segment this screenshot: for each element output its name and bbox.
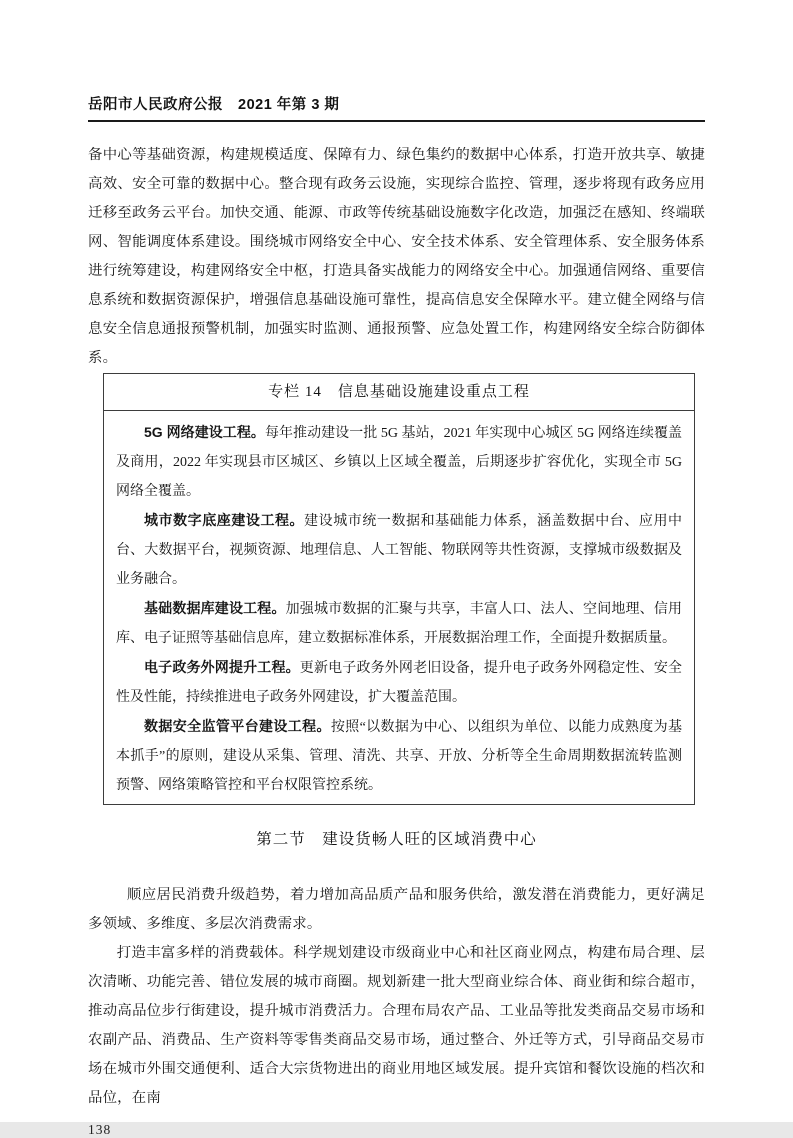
box-item	[116, 594, 682, 653]
feature-box	[103, 373, 695, 805]
box-item-heading: 城市数字底座建设工程。	[144, 512, 305, 528]
box-item	[116, 506, 682, 594]
page-header: 岳阳市人民政府公报 2021 年第 3 期	[88, 97, 340, 113]
intro-paragraph: 备中心等基础资源，构建规模适度、保障有力、绿色集约的数据中心体系，打造开放共享、敏捷高效、安全可靠的数据中心。整合现有政务云设施，实现综合监控、管理，逐步将现有政务应用迁移至政务云平台。加快交通、能源、市政等传统基础设施数字化改造，加强泛在感知、终端联网、智能调度体系建设。围绕城市网络安全中心、安全技术体系、安全管理体系、安全服务体系进行统筹建设，构建网络安全中枢，打造具备实战能力的网络安全中心。加强通信网络、重要信息系统和数据资源保护，增强信息基础设施可靠性，提高信息安全保障水平。建立健全网络与信息安全信息通报预警机制，加强实时监测、通报预警、应急处置工作，构建网络安全综合防御体系。	[88, 147, 705, 366]
feature-box-content	[104, 411, 694, 804]
box-item-heading: 数据安全监管平台建设工程。	[144, 718, 331, 734]
box-item-heading: 电子政务外网提升工程。	[144, 659, 300, 675]
box-item-body: 按照“以数据为中心、以组织为单位、以能力成熟度为基本抓手”的原则，建设从采集、管理、清洗、共享、开放、分析等全生命周期数据流转监测预警、网络策略管控和平台权限管控系统。	[116, 720, 682, 793]
header-rule	[88, 120, 705, 122]
box-item-heading: 5G 网络建设工程。	[144, 424, 265, 440]
box-item	[116, 712, 682, 800]
page-number: 138	[88, 1122, 112, 1137]
box-item	[116, 418, 682, 506]
body-paragraph-carrier: 打造丰富多样的消费载体。科学规划建设市级商业中心和社区商业网点，构建布局合理、层次清晰、功能完善、错位发展的城市商圈。规划新建一批大型商业综合体、商业街和综合超市，推动高品位步行街建设，提升城市消费活力。合理布局农产品、工业品等批发类商品交易市场和农副产品、消费品、生产资料等零售类商品交易市场，通过整合、外迁等方式，引导商品交易市场在城市外围交通便利、适合大宗货物进出的商业用地区域发展。提升宾馆和餐饮设施的档次和品位，在南	[88, 945, 705, 1106]
box-item-body: 每年推动建设一批 5G 基站，2021 年实现中心城区 5G 网络连续覆盖及商用，2022 年实现县市区城区、乡镇以上区域全覆盖，后期逐步扩容优化，实现全市 5G 网络全覆盖。	[116, 426, 682, 499]
section-heading: 第二节 建设货畅人旺的区域消费中心	[256, 831, 537, 848]
box-item-body: 更新电子政务外网老旧设备，提升电子政务外网稳定性、安全性及性能，持续推进电子政务外网建设，扩大覆盖范围。	[116, 661, 683, 705]
box-item-body: 建设城市统一数据和基础能力体系，涵盖数据中台、应用中台、大数据平台，视频资源、地理信息、人工智能、物联网等共性资源，支撑城市级数据及业务融合。	[116, 514, 683, 587]
box-item-body: 加强城市数据的汇聚与共享，丰富人口、法人、空间地理、信用库、电子证照等基础信息库，建立数据标准体系，开展数据治理工作，全面提升数据质量。	[116, 602, 683, 646]
box-item-heading: 基础数据库建设工程。	[144, 600, 286, 616]
body-paragraph-consume: 顺应居民消费升级趋势，着力增加高品质产品和服务供给，激发潜在消费能力，更好满足多领域、多维度、多层次消费需求。	[88, 887, 705, 932]
feature-box-title: 专栏 14 信息基础设施建设重点工程	[104, 374, 694, 411]
box-item	[116, 653, 682, 712]
